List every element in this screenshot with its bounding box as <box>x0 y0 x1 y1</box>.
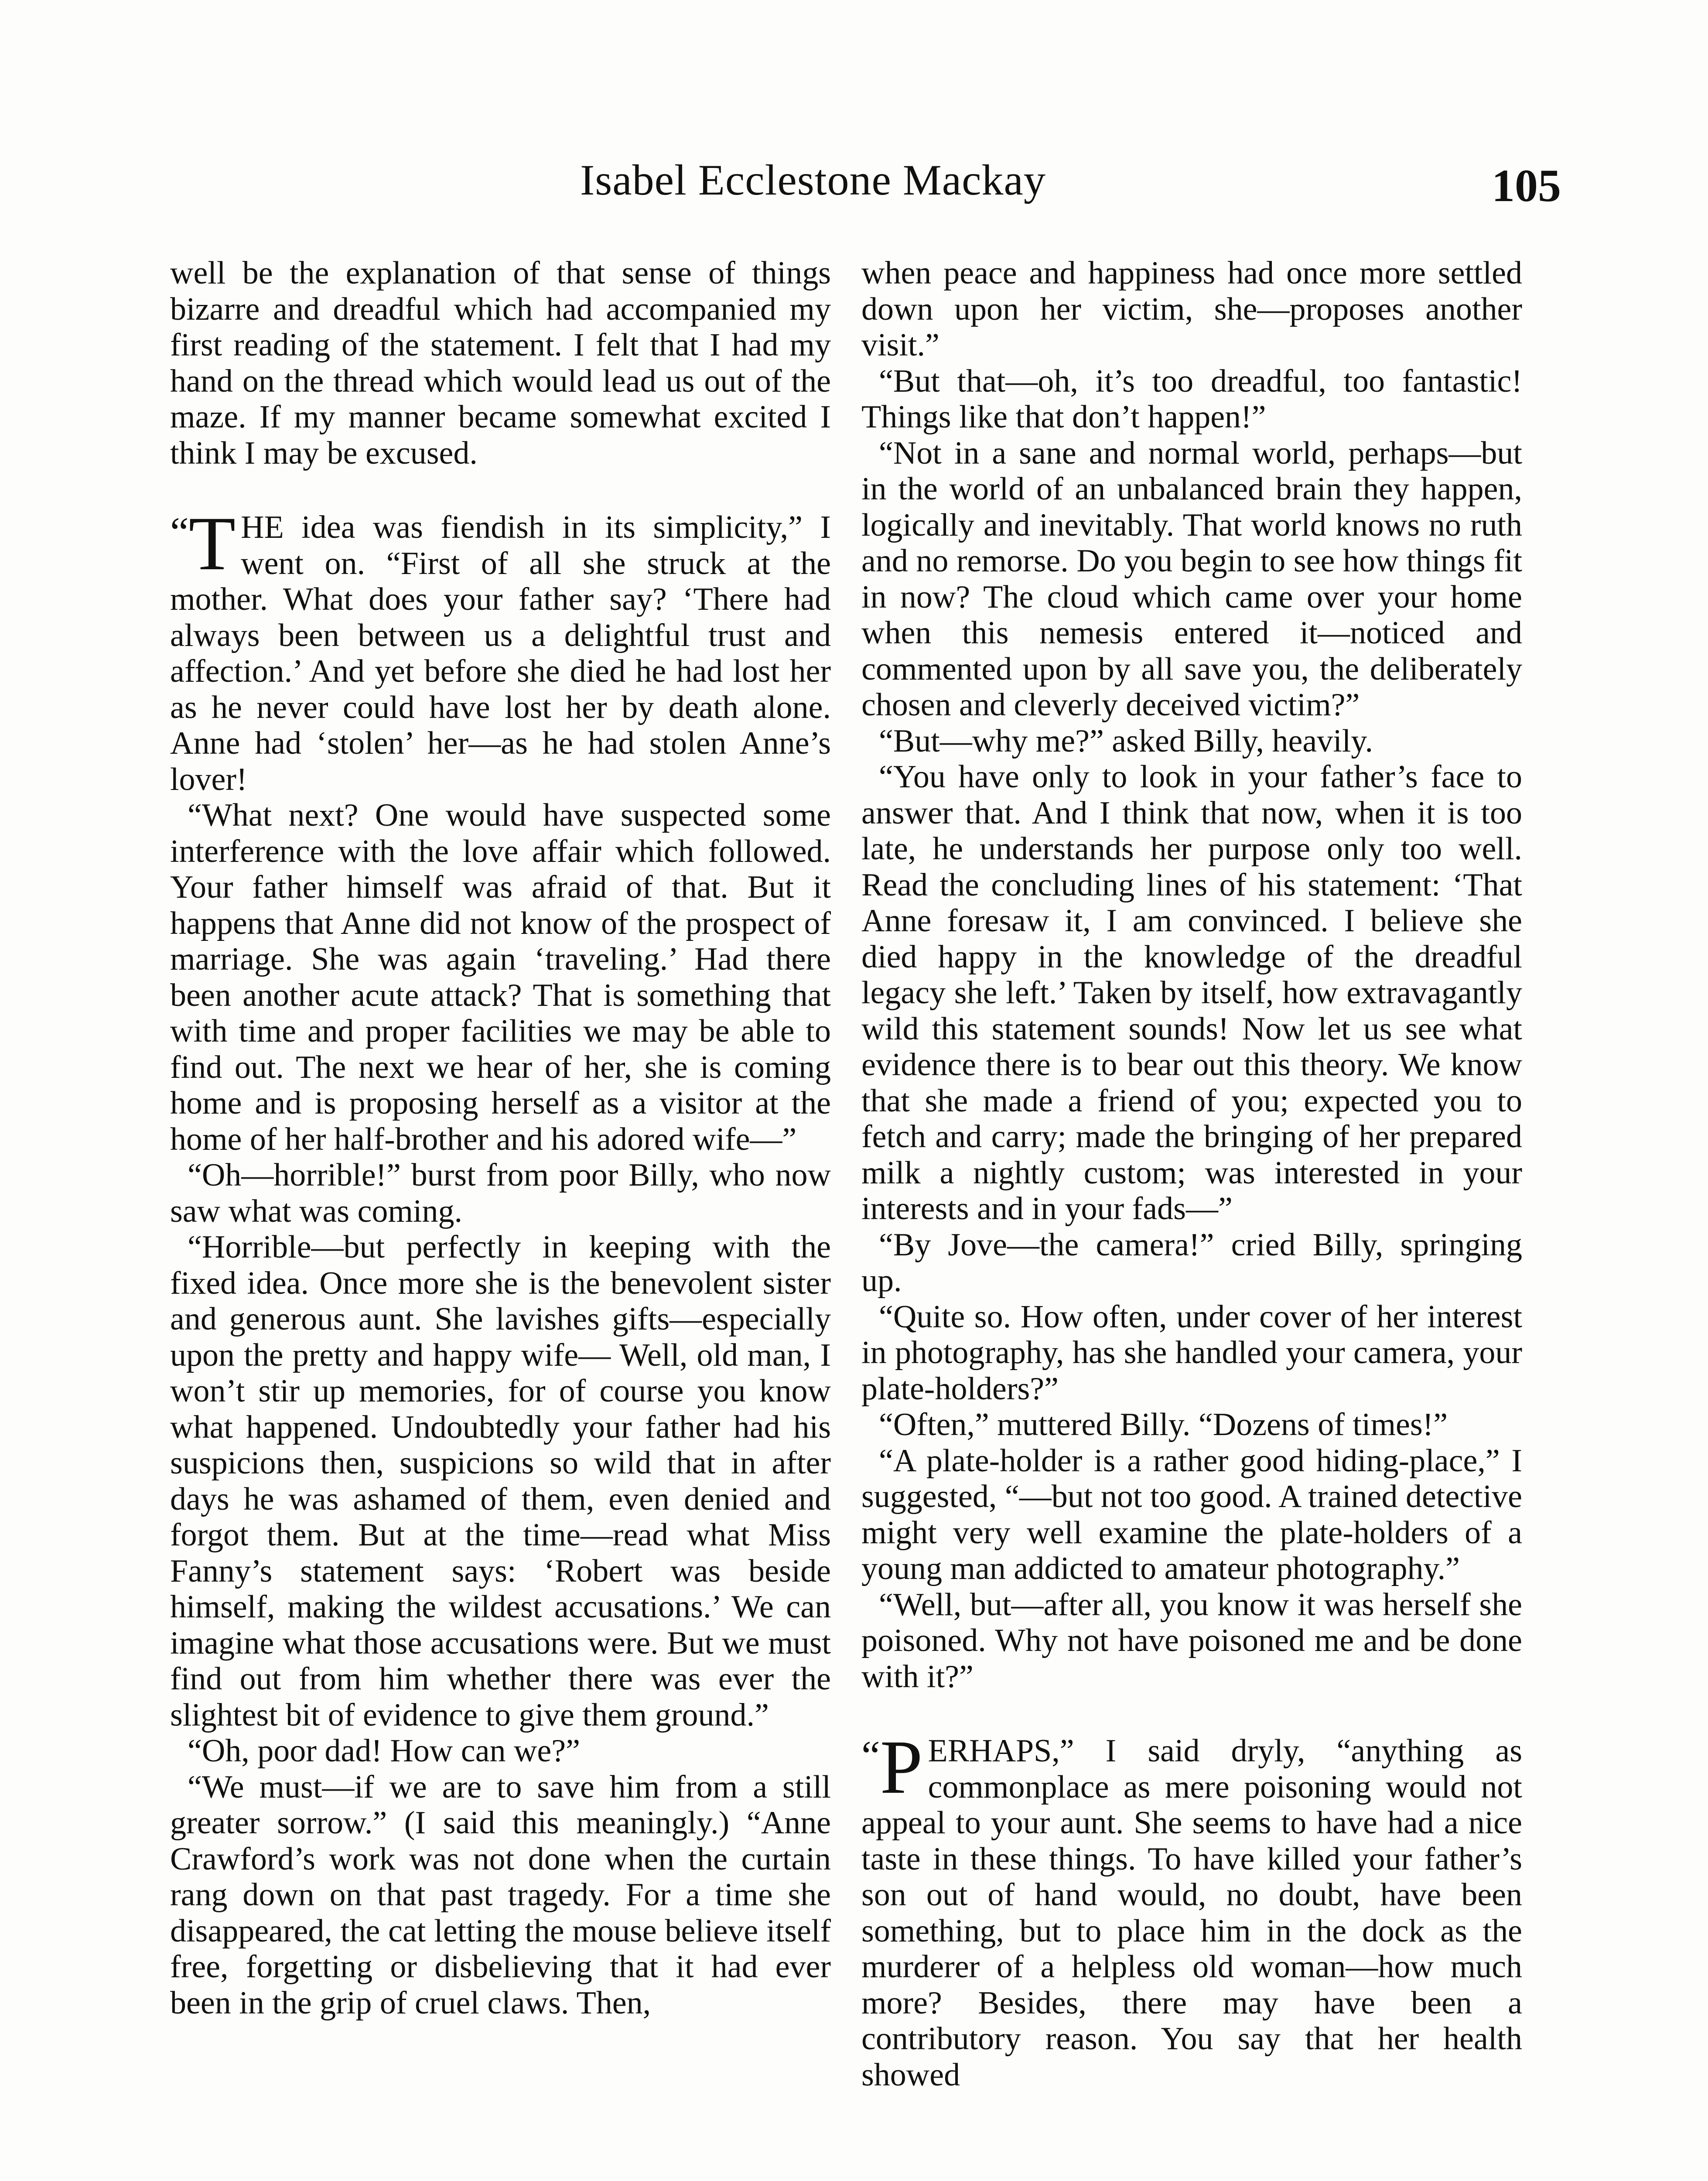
paragraph: “But—why me?” asked Billy, heavily. <box>879 723 1373 759</box>
paragraph: “Oh—horrible!” burst from poor Billy, who now saw what was coming. <box>170 1157 831 1229</box>
paragraph: “Not in a sane and normal world, perhaps—but in the world of an unbalanced brain they happen, logically and inevitably. That world knows no ruth and no remorse. Do you begin to see how things fit in now? The cloud which came over your home when this nemesis entered it—noticed and commented upon by all save you, the deliberately chosen and cleverly deceived victim?” <box>861 435 1522 723</box>
paragraph: “You have only to look in your father’s face to answer that. And I think that now, when it is too late, he understands her purpose only too well. Read the concluding lines of his statement: ‘That Anne foresaw it, I am convinced. I believe she died happy in the knowledge of the dreadful legacy she left.’ Taken by itself, how extravagantly wild this statement sounds! Now let us see what evidence there is to bear out this theory. We know that she made a friend of you; expected you to fetch and carry; made the bringing of her prepared milk a nightly custom; was interested in your interests and in your fads—” <box>861 759 1522 1227</box>
paragraph: “A plate-holder is a rather good hiding-place,” I suggested, “—but not too good. A trained detective might very well examine the plate-holders of a young man addicted to amateur photography.” <box>861 1443 1522 1586</box>
paragraph: “We must—if we are to save him from a still greater sorrow.” (I said this meaningly.) “Anne Crawford’s work was not done when the curtain rang down on that past tragedy. For a time she disappeared, the cat letting the mouse believe itself free, forgetting or disbelieving that it had ever been in the grip of cruel claws. Then, <box>170 1769 831 2021</box>
paragraph: “Oh, poor dad! How can we?” <box>188 1733 580 1769</box>
paragraph: “Horrible—but perfectly in keeping with the fixed idea. Once more she is the benevolent sister and generous aunt. She lavishes gifts—especially upon the pretty and happy wife— Well, old man, I won’t stir up memories, for of course you know what happened. Undoubtedly your father had his suspicions then, suspicions so wild that in after days he was ashamed of them, even denied and forgot them. But at the time—read what Miss Fanny’s statement says: ‘Robert was beside himself, making the wildest accusations.’ We can imagine what those accusations were. But we must find out from him whether there was ever the slightest bit of evidence to give them ground.” <box>170 1229 831 1733</box>
paragraph: when peace and happiness had once more settled down upon her victim, she—proposes another visit.” <box>861 255 1522 363</box>
paragraph: “But that—oh, it’s too dreadful, too fantastic! Things like that don’t happen!” <box>861 363 1522 435</box>
drop-cap-letter: P <box>880 1725 923 1810</box>
paragraph: “Well, but—after all, you know it was herself she poisoned. Why not have poisoned me and be done with it?” <box>861 1586 1522 1695</box>
paragraph-text: ERHAPS,” I said dryly, “anything as commonplace as mere poisoning would not appeal to your aunt. She seems to have had a nice taste in these things. To have killed your father’s son out of hand would, no doubt, have been something, but to place him in the dock as the murderer of a helpless old woman—how much more? Besides, there may have been a contributory reason. You say that her health showed <box>861 1733 1522 2093</box>
paragraph-text: HE idea was fiendish in its simplicity,” I went on. “First of all she struck at the mother. What does your father say? ‘There had always been between us a delightful trust and affection.’ And yet before she died he had lost her as he never could have lost her by death alone. Anne had ‘stolen’ her—as he had stolen Anne’s lover! <box>170 509 831 797</box>
drop-cap-letter: T <box>188 501 236 586</box>
running-head-author: Isabel Ecclestone Mackay <box>580 156 1046 204</box>
page-number: 105 <box>1492 160 1561 211</box>
paragraph: “Quite so. How often, under cover of her interest in photography, has she handled your camera, your plate-holders?” <box>861 1299 1522 1407</box>
right-column <box>861 255 1522 2093</box>
paragraph: “Often,” muttered Billy. “Dozens of times!” <box>879 1407 1448 1443</box>
drop-cap-quote: “ <box>170 509 189 555</box>
section-opening-paragraph <box>861 1725 1522 2093</box>
paragraph: “What next? One would have suspected some interference with the love affair which followed. Your father himself was afraid of that. But it happens that Anne did not know of the prospect of marriage. She was again ‘traveling.’ Had there been another acute attack? That is something that with time and proper facilities we may be able to find out. The next we hear of her, she is coming home and is proposing herself as a visitor at the home of her half-brother and his adored wife—” <box>170 797 831 1157</box>
paragraph: well be the explanation of that sense of things bizarre and dreadful which had accompanied my first reading of the statement. I felt that I had my hand on the thread which would lead us out of the maze. If my manner became somewhat excited I think I may be excused. <box>170 255 831 471</box>
drop-cap <box>170 501 236 586</box>
left-column <box>170 255 831 2021</box>
section-opening-paragraph <box>170 501 831 797</box>
drop-cap <box>861 1725 923 1810</box>
paragraph: “By Jove—the camera!” cried Billy, springing up. <box>861 1227 1522 1299</box>
drop-cap-quote: “ <box>861 1732 880 1779</box>
